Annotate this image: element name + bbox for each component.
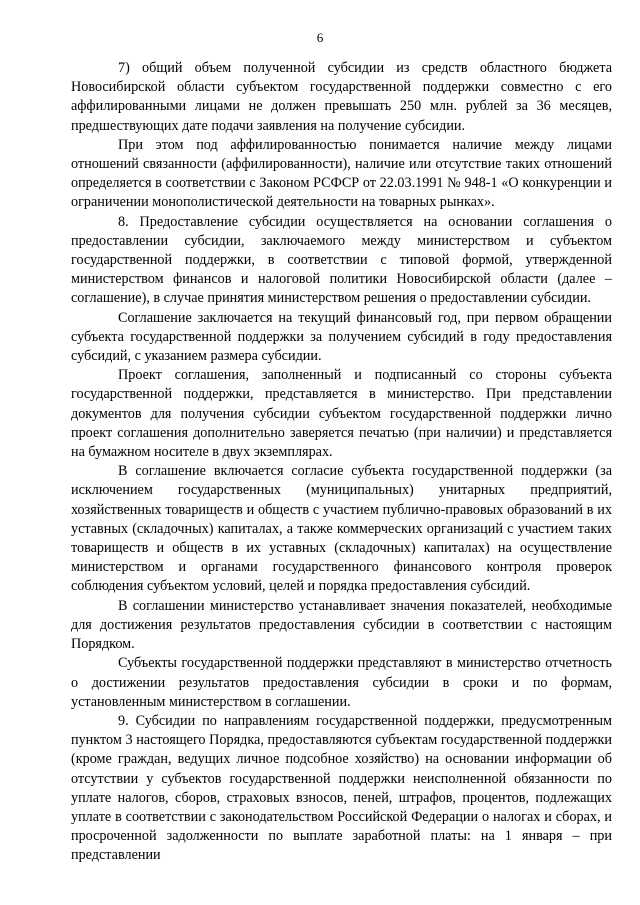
paragraph: Соглашение заключается на текущий финансовый год, при первом обращении субъекта государственной поддержки за получением субсидий в году предоставления субсидий, с указанием размера субсидии. — [71, 309, 612, 365]
page-number: 6 — [316, 30, 324, 45]
paragraph: В соглашении министерство устанавливает значения показателей, необходимые для достижения результатов предоставления субсидии в соответствии с настоящим Порядком. — [71, 597, 612, 653]
paragraph: В соглашение включается согласие субъекта государственной поддержки (за исключением государственных (муниципальных) унитарных предприятий, хозяйственных товариществ и обществ с участием публично-правовых образований в их уставных (складочных) капиталах, а также коммерческих организаций с участием таких товариществ и обществ в их уставных (складочных) капиталах) на осуществление министерством и органами государственного финансового контроля проверок соблюдения субъектом условий, целей и порядка предоставления субсидий. — [71, 463, 612, 595]
paragraph: 8. Предоставление субсидии осуществляется на основании соглашения о предоставлении субсидии, заключаемого между министерством и субъектом государственной поддержки, в соответствии с типовой формой, утвержденной министерством финансов и налоговой политики Новосибирской области (далее – соглашение), в случае принятия министерством решения о предоставлении субсидии. — [71, 213, 612, 307]
paragraph: 7) общий объем полученной субсидии из средств областного бюджета Новосибирской области субъектом государственной поддержки совместно с его аффилированными лицами не должен превышать 250 млн. рублей за 36 месяцев, предшествующих дате подачи заявления на получение субсидии. — [71, 60, 612, 134]
paragraph: Субъекты государственной поддержки представляют в министерство отчетность о достижении результатов предоставления субсидии в сроки и по формам, установленным министерством в соглашении. — [71, 655, 612, 710]
paragraph: 9. Субсидии по направлениям государственной поддержки, предусмотренным пунктом 3 настоящего Порядка, предоставляются субъектам государственной поддержки (кроме граждан, ведущих личное подсобное хозяйство) на основании информации об отсутствии у субъектов государственной поддержки неисполненной обязанности по уплате налогов, сборов, страховых взносов, пеней, штрафов, процентов, подлежащих уплате в соответствии с законодательством Российской Федерации о налогах и сборах, и просроченной задолженности по выплате заработной платы: на 1 января – при представлении — [71, 712, 612, 864]
document-body — [71, 59, 612, 866]
paragraph: Проект соглашения, заполненный и подписанный со стороны субъекта государственной поддержки, представляется в министерство. При представлении документов для получения субсидии субъектом государственной поддержки лично проект соглашения дополнительно заверяется печатью (при наличии) и представляется на бумажном носителе в двух экземплярах. — [71, 367, 612, 461]
paragraph: При этом под аффилированностью понимается наличие между лицами отношений связанности (аффилированности), наличие или отсутствие таких отношений определяется в соответствии с Законом РСФСР от 22.03.1991 № 948-1 «О конкуренции и ограничении монополистической деятельности на товарных рынках». — [71, 136, 612, 211]
